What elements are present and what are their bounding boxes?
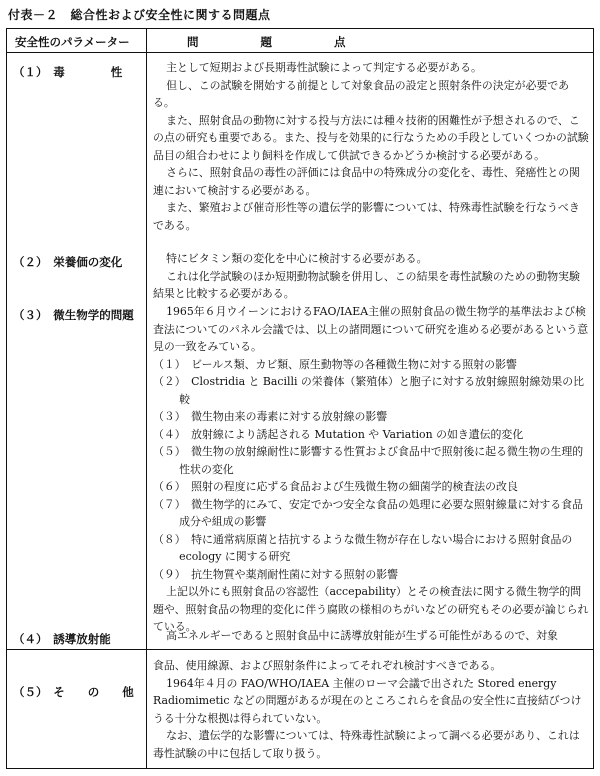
header-divider: [7, 52, 593, 53]
paragraph: 主として短期および長期毒性試験によって判定する必要がある。: [166, 61, 482, 74]
paragraph: 特にビタミン類の変化を中心に検討する必要がある。: [166, 252, 428, 265]
column-divider: [146, 29, 147, 768]
list-item: （９） 抗生物質や薬剤耐性菌に対する照射の影響: [153, 567, 399, 581]
list-item: （７） 微生物学的にみて、安定でかつ安全な食品の処理に必要な照射線量に対する食品成分や組成の影響: [153, 497, 583, 528]
list-item: （４） 放射線により誘起される Mutation や Variation の如き遺伝的変化: [153, 427, 524, 441]
section-induced-radioactivity: [153, 627, 589, 645]
paragraph: また、照射食品の動物に対する投与方法には種々技術的困難性が予想されるので、この点の研究も重要である。また、投与を効果的に行なうための手段としていくつかの試験品目の組合わせにより飼料を作成して供試できるかどうか検討する必要がある。: [153, 113, 589, 162]
list-item: （５） 微生物の放射線耐性に影響する性質および食品中で照射後に起る微生物の生理的性状の変化: [153, 445, 584, 476]
section-toxicity: [153, 59, 589, 234]
section-divider: [7, 649, 593, 650]
list-item: （１） ビールス類、カビ類、原生動物等の各種微生物に対する照射の影響: [153, 357, 517, 371]
list-item: （２） Clostridia と Bacilli の栄養体（繁殖体）と胞子に対する放射線照射線効果の比較: [153, 375, 585, 406]
paragraph: 食品、使用線源、および照射条件によってそれぞれ検討すべきである。: [153, 659, 502, 672]
paragraph: なお、遺伝学的な影響については、特殊毒性試験によって調べる必要があり、これは毒性試験の中に包括して取り扱う。: [153, 729, 580, 760]
paragraph: 1965年６月ウイーンにおけるFAO/IAEA主催の照射食品の微生物学的基準法および検査法についてのパネル会議では、以上の諸問題について研究を進める必要があるという意見の一致をみている。: [153, 305, 589, 353]
paragraph: また、繁殖および催奇形性等の遺伝学的影響については、特殊毒性試験を行なうべきである。: [153, 201, 580, 232]
paragraph: 高エネルギーであると照射食品中に誘導放射能が生ずる可能性があるので、対象: [166, 629, 558, 642]
table-title: 付表－２ 総合性および安全性に関する問題点: [8, 8, 271, 22]
header-parameter: 安全性のパラメーター: [15, 35, 130, 49]
paragraph: これは化学試験のほか短期動物試験を併用し、この結果を毒性試験のための動物実験結果と比較する必要がある。: [153, 269, 580, 300]
list-item: （６） 照射の程度に応ずる食品および生残微生物の細菌学的検査法の改良: [153, 480, 518, 493]
header-issues: 問題点: [187, 35, 408, 49]
paragraph: 1964年４月の FAO/WHO/IAEA 主催のローマ会議で出された Stored energy Radiomimetic などの問題があるが現在のところこれらを食品の安全性に直接結びつけうる十分な根拠は得られていない。: [153, 676, 582, 725]
section-other: [153, 657, 589, 762]
label-microbiology: （３） 微生物学的問題: [13, 308, 134, 322]
label-nutrition: （２） 栄養価の変化: [13, 255, 123, 269]
list-item: （３） 微生物由来の毒素に対する放射線の影響: [153, 410, 388, 423]
label-toxicity: （１） 毒 性: [13, 65, 123, 79]
paragraph: 但し、この試験を開始する前提として対象食品の設定と照射条件の決定が必要である。: [153, 78, 570, 109]
label-other: （５） そ の 他: [13, 685, 134, 699]
list-item: （８） 特に通常病原菌と拮抗するような微生物が存在しない場合における照射食品の ecology に関する研究: [153, 532, 573, 563]
section-microbiology: [153, 303, 589, 636]
label-induced-radioactivity: （４） 誘導放射能: [13, 632, 111, 646]
paragraph: さらに、照射食品の毒性の評価には食品中の特殊成分の変化を、毒性、発癌性との関連において検討する必要がある。: [153, 166, 580, 197]
issues-table: [6, 28, 594, 769]
section-nutrition: [153, 250, 589, 303]
paragraph: 上記以外にも照射食品の容認性（accepability）とその検査法に関する微生物学的問題や、照射食品の物理的変化に伴う腐敗の様相のちがいなどの研究もその必要が論じられている。: [153, 585, 589, 633]
